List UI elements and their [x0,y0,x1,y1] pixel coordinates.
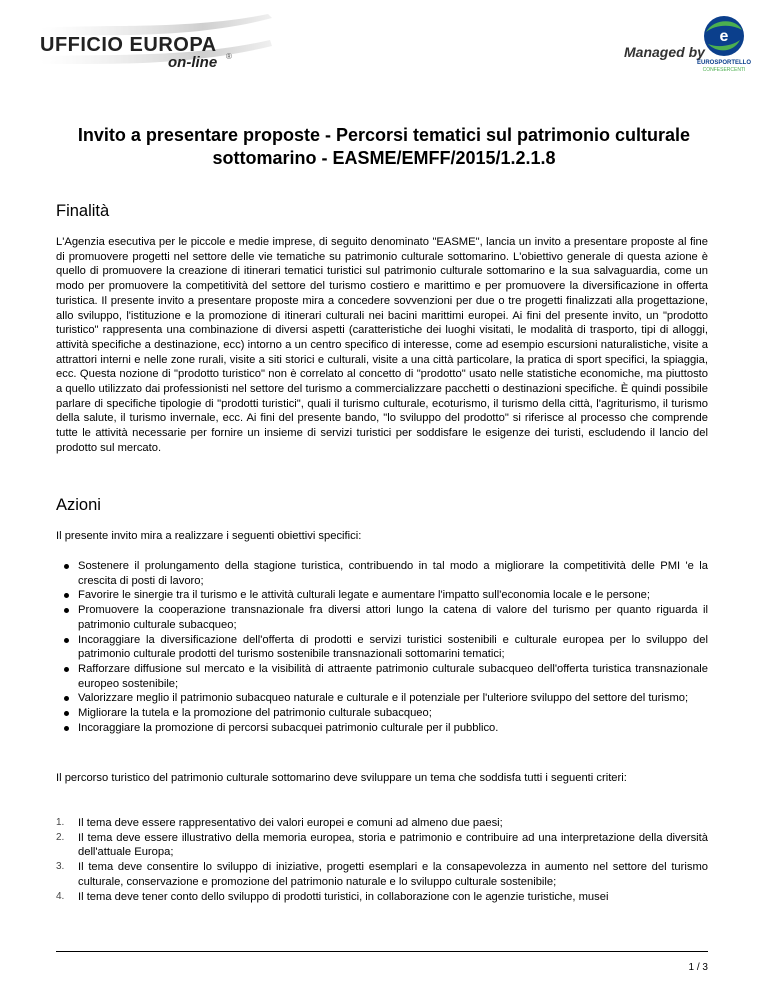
managed-by-label: Managed by [624,44,705,60]
section-heading-finalita: Finalità [56,202,110,220]
footer-divider [56,951,708,952]
list-item: Rafforzare diffusione sul mercato e la visibilità di attraente patrimonio culturale subacqueo dell'offerta turistica transnazionale europeo sostenibile; [78,662,708,690]
section-heading-azioni: Azioni [56,496,101,514]
list-item: Incoraggiare la promozione di percorsi subacquei patrimonio culturale per il pubblico. [78,721,708,736]
criteria-intro: Il percorso turistico del patrimonio culturale sottomarino deve sviluppare un tema che soddisfa tutti i seguenti criteri: [56,772,627,784]
list-item: Favorire le sinergie tra il turismo e le attività culturali legate e aumentare l'impatto sull'economia locale e le persone; [78,588,708,603]
svg-text:CONFESERCENTI: CONFESERCENTI [702,67,746,73]
azioni-intro: Il presente invito mira a realizzare i seguenti obiettivi specifici: [56,530,362,542]
registered-mark: ® [226,52,232,61]
eurosportello-logo-icon [692,10,756,74]
list-item: Promuovere la cooperazione transnazionale fra diversi attori lungo la catena di valore del turismo per quanto riguarda il patrimonio culturale subacqueo; [78,604,708,631]
svg-text:EUROSPORTELLO: EUROSPORTELLO [696,60,752,66]
finalita-paragraph: L'Agenzia esecutiva per le piccole e medie imprese, di seguito denominato "EASME", lancia un invito a presentare proposte al fine di promuovere progetti nel settore delle vie tematiche su patrimonio culturale sottomarino. L'obiettivo generale di questa azione è quello di promuovere la creazione di itinerari tematici turistici sul patrimonio culturale sottomarino e la sua salvaguardia, come un modo per promuovere la competitività del settore del turismo costiero e marittimo e per promuovere la diversificazione in offerta turistica. Il presente invito a presentare proposte mira a concedere sovvenzioni per due o tre progetti finalizzati alla progettazione, allo sviluppo, l'istituzione e la promozione di itinerari culturali nei bacini marittimi europei. Ai fini del presente invito, un "prodotto turistico" rappresenta una combinazione di diversi aspetti (caratteristiche dei luoghi visitati, le modalità di trasporto, tipi di alloggi, attività specifiche a destinazione, ecc) intorno a un centro specifico di interesse, come ad esempio escursioni naturalistiche, visite a attrattori interni e nelle zone rurali, visite a siti storici e culturali, visite a una città particolare, la pratica di sport specifici, la spiaggia, ecc. Questa nozione di "prodotto turistico" non è correlato al concetto di "prodotto" usato nelle statistiche economiche, ma piuttosto a quello utilizzato dai professionisti nel settore del turismo a commercializzare pacchetti o destinazioni specifiche. È quindi possibile parlare di specifiche tipologie di "prodotti turistici", quali il turismo culturale, ecoturismo, il turismo della città, l'agriturismo, il turismo della salute, il turismo invernale, ecc. Ai fini del presente bando, "lo sviluppo del prodotto" si riferisce al processo che comprende tutte le attività necessarie per fornire un insieme di servizi turistici per soddisfare le esigenze dei turisti, escludendo il lancio del prodotto sul mercato. [56,236,708,454]
list-item: Migliorare la tutela e la promozione del patrimonio culturale subacqueo; [78,706,708,721]
objectives-list [56,559,708,735]
brand-title: UFFICIO EUROPA [40,34,217,56]
svg-text:e: e [719,28,729,45]
document-title: Invito a presentare proposte - Percorsi tematici sul patrimonio culturale sottomarino - EASME/EMFF/2015/1.2.1.8 [77,125,691,168]
brand-subtitle: on-line [168,54,218,71]
ufficio-europa-logo [40,10,275,70]
list-item: Sostenere il prolungamento della stagione turistica, contribuendo in tal modo a migliorare la competitività delle PMI 'e la crescita di posti di lavoro; [78,560,708,587]
page-number: 1 / 3 [688,962,708,973]
list-item: 4. Il tema deve tener conto dello sviluppo di prodotti turistici, in collaborazione con le agenzie turistiche, musei [56,890,609,903]
list-item: 2. Il tema deve essere illustrativo della memoria europea, storia e patrimonio e contribuire ad una interpretazione della diversità dell'attuale Europa; [56,831,708,859]
criteria-list [56,816,708,904]
list-item: Incoraggiare la diversificazione dell'offerta di prodotti e servizi turistici sostenibili e culturale europea per lo sviluppo del patrimonio culturale prodotti del turismo sostenibile transnazionali sottomarini tematici; [78,633,708,661]
list-item: 1. Il tema deve essere rappresentativo dei valori europei e comuni ad almeno due paesi; [56,817,503,829]
list-item: 3. Il tema deve consentire lo sviluppo di iniziative, progetti esemplari e la consapevolezza in aumento nel settore del turismo culturale, conservazione e promozione del patrimonio naturale e lo sviluppo culturale sostenibile; [56,861,708,888]
page-header [0,0,768,110]
list-item: Valorizzare meglio il patrimonio subacqueo naturale e culturale e il potenziale per l'ulteriore sviluppo del settore del turismo; [78,691,708,706]
